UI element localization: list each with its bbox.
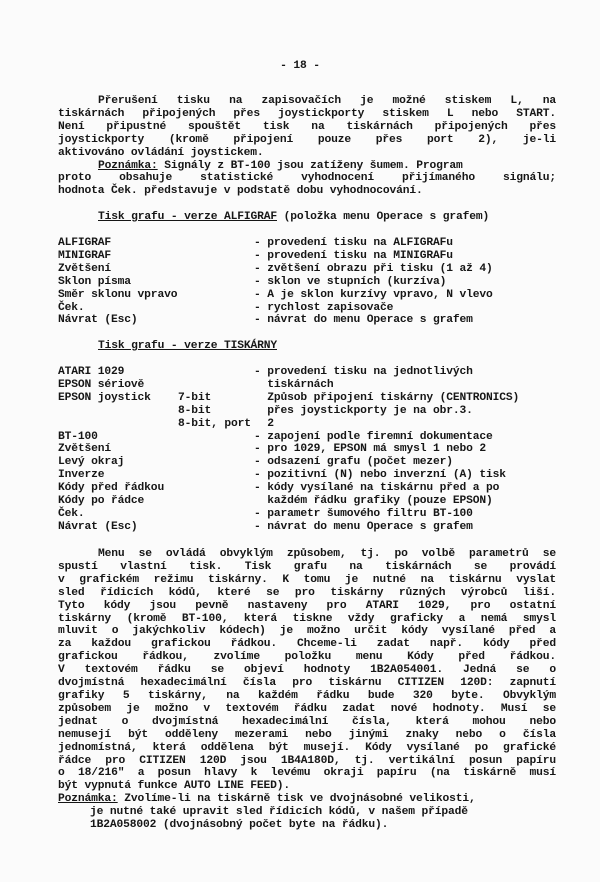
text-line: nemusejí být odděleny mezerami nebo jinými znaky nebo o čísla (58, 728, 556, 741)
page-number: - 18 - (280, 60, 320, 72)
text-line: Tyto kódy jsou pevně nastaveny pro ATARI 1029, pro ostatní (58, 599, 556, 612)
table-row (58, 302, 578, 315)
text-line: být vypnutá funkce AUTO LINE FEED). (58, 780, 291, 793)
row-mid: 8-bit, port (178, 417, 251, 430)
row-desc: Způsob připojení tiskárny (CENTRONICS) (254, 391, 520, 404)
row-key: MINIGRAF (58, 249, 112, 262)
row-desc: každém řádku grafiky (pouze EPSON) (254, 495, 493, 508)
row-key (58, 405, 178, 418)
row-mid: 7-bit (178, 391, 212, 404)
table-row (58, 314, 578, 327)
row-desc: přes joystickporty je na obr.3. (254, 404, 473, 417)
row-key: Návrat (Esc) (58, 314, 138, 327)
table-row (58, 456, 578, 469)
row-desc: - pozitivní (N) nebo inverzní (A) tisk (254, 469, 506, 482)
row-desc: - zapojení podle firemní dokumentace (254, 430, 493, 443)
row-key: Kódy po řádce (58, 495, 145, 508)
row-key: Sklon písma (58, 275, 131, 288)
row-mid (178, 495, 254, 508)
text-line: sled řídicích kódů, které se pro tiskárny různých výrobců liší. (58, 586, 556, 599)
table-row (58, 392, 578, 405)
text-line: hodnota Ček. představuje v podstatě dobu vyhodnocování. (58, 185, 423, 198)
row-key: Ček. (58, 301, 85, 314)
row-key: BT-100 (58, 430, 98, 443)
row-key: Kódy před řádkou (58, 482, 165, 495)
table-row (58, 263, 578, 276)
text-line: mluvit o jakýchkoliv kódech) je možno určit kódy vysílané před a (58, 625, 556, 638)
row-desc: - pro 1029, EPSON má smysl 1 nebo 2 (254, 443, 487, 456)
row-desc: - sklon ve stupních (kurzíva) (254, 275, 447, 288)
text-line: Přerušení tisku na zapisovačích je možné stiskem L, na (98, 95, 556, 107)
text-line: je nutné také upravit sled řídicích kódů, v našem případě (90, 806, 468, 819)
row-desc: - provedení tisku na ALFIGRAFu (254, 237, 453, 249)
body-paragraph (58, 548, 556, 832)
text-line: tiskárny (kromě BT-100, která tiskne vždy graficky a nemá smysl (58, 612, 556, 625)
table-row (58, 521, 578, 534)
table-row (58, 431, 578, 444)
text-line: dvojmístná hexadecimální čísla pro tiskárnu CITIZEN 120D: zapnutí (58, 677, 556, 690)
table-row (58, 379, 578, 392)
text-line: Není připustné spouštět tisk na tiskárnách připojených přes (58, 120, 556, 133)
row-key: Zvětšení (58, 262, 112, 275)
row-key: EPSON joystick (58, 391, 151, 404)
table-row (58, 366, 578, 379)
row-key: Návrat (Esc) (58, 520, 138, 533)
row-mid (178, 443, 254, 456)
row-key: ATARI 1029 (58, 366, 125, 378)
row-desc: - A je sklon kurzívy vpravo, N vlevo (254, 288, 493, 301)
text-line: způsobem je možno v textovém řádku zadat nové hodnoty. Musí se (58, 702, 556, 715)
text-line: v grafickém režimu tiskárny. K tomu je nutné na tiskárnu vyslat (58, 573, 556, 586)
text-line: grafiky 5 tiskárny, na každém řádku bude 320 byte. Obvyklým (58, 689, 556, 702)
row-desc: - návrat do menu Operace s grafem (254, 314, 473, 327)
row-key: Ček. (58, 507, 85, 520)
row-mid (178, 379, 254, 392)
row-desc: - kódy vysílané na tiskárnu před a po (254, 482, 500, 495)
text-line: proto obsahuje statistické vyhodnocení přijímaného signálu; (58, 172, 556, 185)
heading-rest: (položka menu Operace s grafem) (277, 211, 490, 223)
text-line: o 18/216" a posun hlavy k levému okraji papíru (na tiskárně musí (58, 767, 556, 780)
row-key: Zvětšení (58, 443, 112, 456)
row-desc: - rychlost zapisovače (254, 301, 394, 314)
intro-paragraph (58, 95, 556, 198)
row-desc: - provedení tisku na MINIGRAFu (254, 249, 453, 262)
note-line (58, 793, 556, 806)
text-line: grafickou řádkou, zvolíme položku menu Kódy před řádkou. (58, 651, 556, 664)
text-line: řádce pro CITIZEN 120D jsou 1B4A180D, tj. vertikální posun papíru (58, 754, 556, 767)
table-row (58, 495, 578, 508)
text-line: Menu se ovládá obvyklým způsobem, tj. po volbě parametrů se (98, 548, 556, 560)
note-label: Poznámka: (58, 793, 118, 806)
row-desc: - odsazení grafu (počet mezer) (254, 456, 453, 469)
row-mid (178, 366, 254, 379)
row-mid: 8-bit (178, 404, 212, 417)
heading-underlined: Tisk grafu - verze TISKÁRNY (98, 340, 277, 352)
row-desc: - návrat do menu Operace s grafem (254, 520, 473, 533)
row-key (58, 418, 178, 431)
row-key: EPSON sériově (58, 378, 145, 391)
table-row (58, 237, 578, 250)
text-line: 1B2A058002 (dvojnásobný počet byte na řádku). (90, 819, 389, 832)
note-label: Poznámka: (98, 159, 158, 172)
tiskarny-menu-table (58, 366, 578, 534)
row-desc: 2 (254, 417, 274, 430)
row-mid (178, 482, 254, 495)
table-row (58, 276, 578, 289)
row-key: Směr sklonu vpravo (58, 288, 178, 301)
row-key: ALFIGRAF (58, 237, 112, 249)
text-line: spustí vlastní tisk. Tisk grafu na tiskárnách se provádí (58, 560, 556, 573)
text-line: V textovém řádku se objeví hodnoty 1B2A054001. Jedná se o (58, 664, 556, 677)
text-line: aktivováno ovládání joystickem. (58, 146, 264, 159)
text-line: tiskárnách připojených přes joystickporty stiskem L nebo START. (58, 107, 556, 120)
row-mid (178, 469, 254, 482)
table-row (58, 469, 578, 482)
row-mid (178, 508, 254, 521)
table-row (58, 443, 578, 456)
alfigraf-menu-table (58, 237, 578, 327)
text-line: za každou grafickou řádkou. Chceme-li zadat např. kódy před (58, 638, 556, 651)
section-heading-tiskarny (98, 340, 277, 353)
row-desc: - zvětšení obrazu při tisku (1 až 4) (254, 262, 493, 275)
note-line (58, 160, 556, 173)
text-line: jednat o dvojmístná hexadecimální čísla, která mohou nebo (58, 715, 556, 728)
table-row (58, 405, 578, 418)
row-desc: - provedení tisku na jednotlivých (254, 366, 473, 378)
table-row (58, 508, 578, 521)
table-row (58, 482, 578, 495)
row-key: Inverze (58, 469, 105, 482)
row-mid (178, 431, 254, 444)
table-row (58, 289, 578, 302)
table-row (58, 418, 578, 431)
row-key: Levý okraj (58, 456, 125, 469)
row-mid (178, 521, 254, 534)
note-text: Signály z BT-100 jsou zatíženy šumem. Program (157, 159, 463, 172)
heading-underlined: Tisk grafu - verze ALFIGRAF (98, 211, 277, 223)
table-row (58, 250, 578, 263)
row-mid (178, 456, 254, 469)
row-desc: - parametr šumového filtru BT-100 (254, 507, 473, 520)
note-text: Zvolíme-li na tiskárně tisk ve dvojnásobné velikosti, (117, 793, 476, 806)
text-line: jednomístná, která oddělena být musejí. Kódy vysílané po grafické (58, 741, 556, 754)
section-heading-alfigraf (98, 211, 489, 224)
row-desc: tiskárnách (254, 378, 334, 391)
text-line: joystickporty (kromě připojení pouze přes port 2), je-li (58, 133, 556, 146)
